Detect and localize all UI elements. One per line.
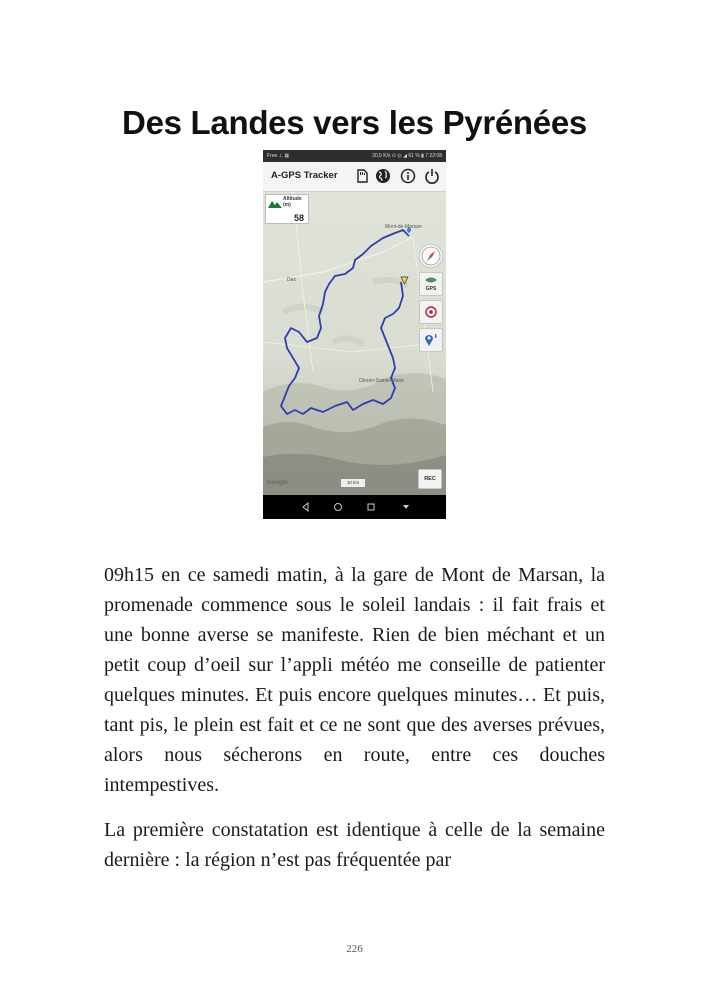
- map-view[interactable]: [263, 192, 446, 495]
- map-label-mont-de-marsan: Mont-de-Marsan: [385, 224, 422, 230]
- satellite-icon: [424, 276, 438, 284]
- home-icon[interactable]: [335, 504, 342, 511]
- map-scale: 10 km: [341, 479, 365, 487]
- app-title: A-GPS Tracker: [271, 170, 338, 181]
- page-number: 226: [346, 943, 363, 955]
- rec-button[interactable]: REC: [418, 469, 442, 489]
- power-icon[interactable]: [424, 168, 440, 184]
- target-icon: [420, 301, 442, 323]
- altitude-label: Altitude (m): [283, 196, 302, 208]
- compass-icon: [420, 245, 442, 267]
- map-label-dax: Dax: [287, 277, 296, 283]
- android-nav-bar: [263, 495, 446, 519]
- page-title: Des Landes vers les Pyrénées: [122, 104, 587, 142]
- sd-card-icon[interactable]: [354, 168, 370, 184]
- info-icon[interactable]: [400, 168, 416, 184]
- paragraph: La première constatation est identique à celle de la semaine dernière : la région n’est pas fréquentée par: [104, 819, 605, 871]
- map-label-oloron: Oloron-Sainte-Marie: [359, 378, 405, 384]
- recents-icon[interactable]: [368, 504, 374, 510]
- back-icon[interactable]: [303, 503, 308, 511]
- notification-pull-icon[interactable]: [403, 505, 409, 509]
- globe-icon[interactable]: [375, 168, 391, 184]
- location-pin-icon: [420, 329, 442, 351]
- body-text: [104, 560, 605, 890]
- status-right: 30,5 K/s ⊙ ◎ ◢ 61 % ▮ 7:22:08: [372, 153, 442, 159]
- compass-button[interactable]: [419, 244, 443, 268]
- altitude-value: 58: [294, 213, 305, 223]
- app-screenshot: [263, 150, 446, 519]
- app-bar: [263, 162, 446, 192]
- waypoint-button[interactable]: [419, 328, 443, 352]
- gps-button[interactable]: GPS: [419, 272, 443, 296]
- status-left: Free ⊥ ▦: [267, 153, 290, 159]
- mountain-icon: [268, 198, 282, 208]
- locate-button[interactable]: [419, 300, 443, 324]
- paragraph: 09h15 en ce samedi matin, à la gare de Mont de Marsan, la promenade commence sous le soleil landais : il fait frais et une bonne averse se manifeste. Rien de bien méchant et un petit coup d’oeil sur l’appli météo me conseille de patienter quelques minutes. Et puis encore quelques minutes… Et puis, tant pis, le plein est fait et ce ne sont que des averses prévues, alors nous sécherons en route, entre ces douches intempestives.: [104, 564, 605, 796]
- altitude-panel: [265, 194, 309, 224]
- google-logo: Google: [267, 480, 288, 486]
- status-bar: [263, 150, 446, 162]
